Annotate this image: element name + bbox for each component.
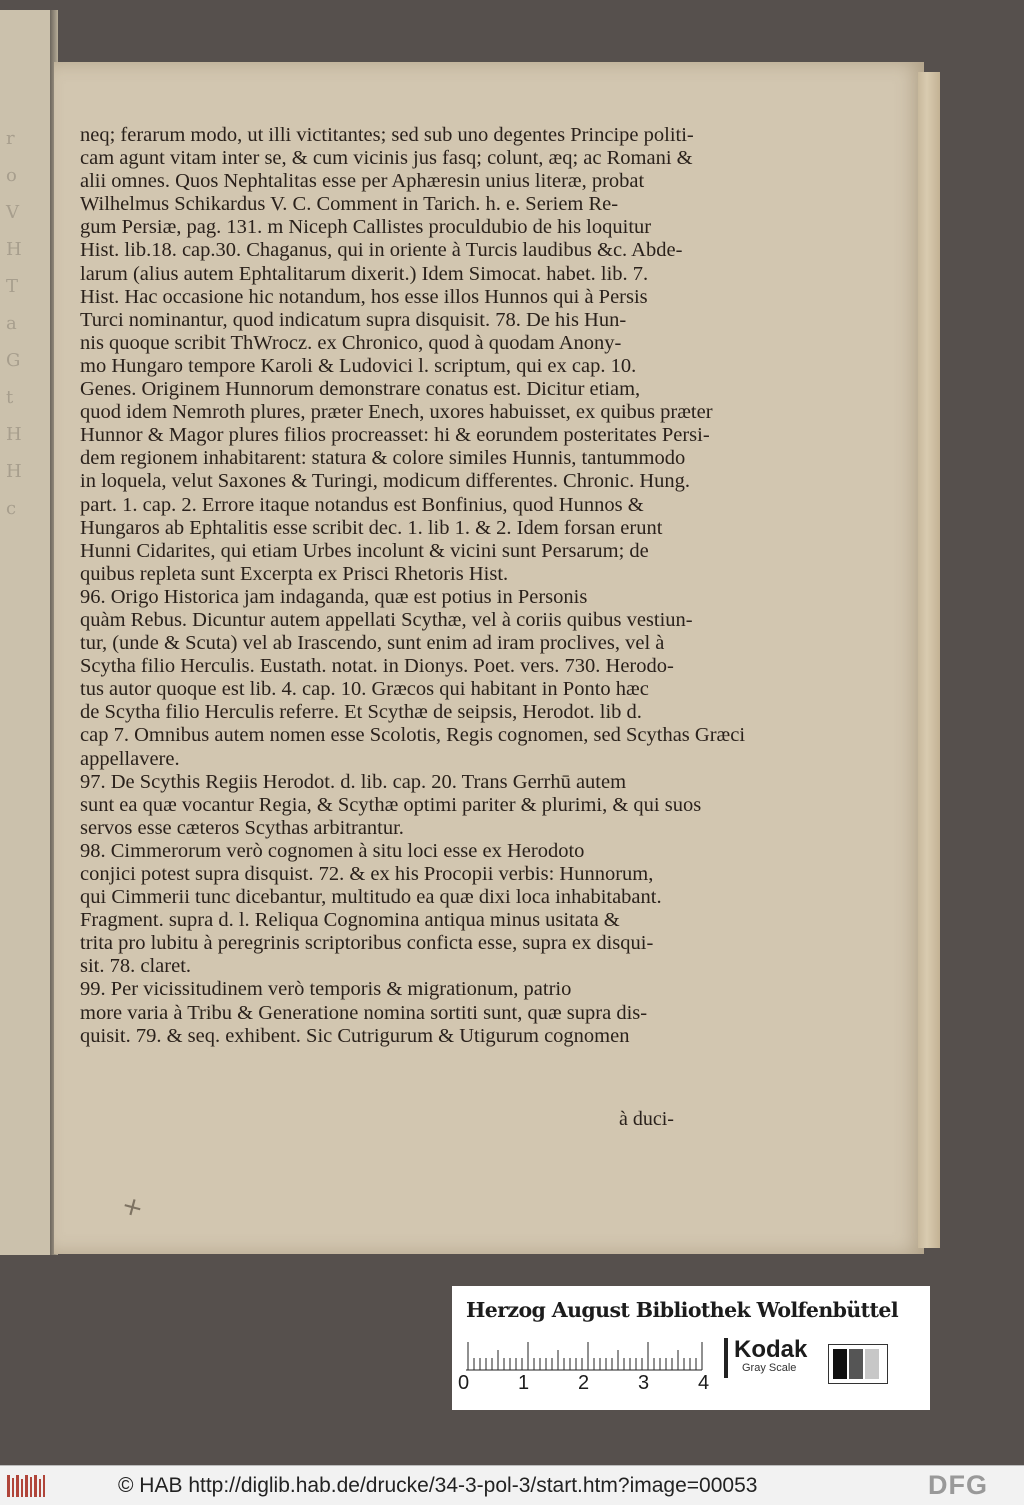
text-line: Scytha filio Herculis. Eustath. notat. in Dionys. Poet. vers. 730. Herodo-: [80, 655, 674, 678]
text-line: de Scytha filio Herculis referre. Et Scythæ de seipsis, Herodot. lib d.: [80, 701, 642, 724]
text-line: cam agunt vitam inter se, & cum vicinis jus fasq; colunt, æq; ac Romani &: [80, 147, 693, 170]
facing-page-bleed-text: r o V H T a G t H H c: [6, 128, 22, 519]
text-line: cap 7. Omnibus autem nomen esse Scolotis, Regis cognomen, sed Scythas Græci: [80, 724, 746, 747]
viewer-footer: [0, 1465, 1024, 1505]
text-line: 97. De Scythis Regiis Herodot. d. lib. cap. 20. Trans Gerrhū autem: [80, 770, 627, 793]
text-line: servos esse cæteros Scythas arbitrantur.: [80, 816, 404, 839]
text-line: quàm Rebus. Dicuntur autem appellati Scythæ, vel à coriis quibus vestiun-: [80, 608, 693, 631]
ruler-number: 4: [698, 1372, 710, 1394]
text-line: quibus repleta sunt Excerpta ex Prisci Rhetoris Hist.: [80, 562, 509, 585]
text-line: larum (alius autem Ephtalitarum dixerit.) Idem Simocat. habet. lib. 7.: [80, 262, 649, 285]
text-line: quod idem Nemroth plures, præter Enech, uxores habuisset, ex quibus præter: [80, 401, 713, 424]
text-line: Wilhelmus Schikardus V. C. Comment in Tarich. h. e. Seriem Re-: [80, 193, 619, 216]
text-line: dem regionem inhabitarent: statura & colore similes Hunnis, tantummodo: [80, 447, 686, 470]
gray-scale-label: Gray Scale: [742, 1362, 797, 1374]
text-line: Hist. Hac occasione hic notandum, hos esse illos Hunnos qui à Persis: [80, 285, 648, 308]
ruler-number: 0: [458, 1372, 470, 1394]
gray-swatch-icon: [828, 1344, 888, 1384]
text-line: neq; ferarum modo, ut illi victitantes; sed sub uno degentes Principe politi-: [80, 124, 694, 146]
text-line: mo Hungaro tempore Karoli & Ludovici l. scriptum, qui ex cap. 10.: [80, 354, 637, 377]
text-line: Hunni Cidarites, qui etiam Urbes incolunt & vicini sunt Persarum; de: [80, 539, 649, 562]
text-line: part. 1. cap. 2. Errore itaque notandus est Bonfinius, quod Hunnos &: [80, 493, 644, 516]
text-line: Hunnor & Magor plures filios procreasset: hi & eorundem posteritates Persi-: [80, 424, 710, 447]
text-line: nis quoque scribit ThWrocz. ex Chronico, quod à quodam Anony-: [80, 331, 622, 354]
text-line: conjici potest supra disquist. 72. & ex his Procopii verbis: Hunnorum,: [80, 863, 654, 885]
text-line: sunt ea quæ vocantur Regia, & Scythæ optimi pariter & plurimi, & qui suos: [80, 793, 702, 816]
text-line: sit. 78. claret.: [80, 955, 192, 978]
permalink[interactable]: © HAB http://diglib.hab.de/drucke/34-3-pol-3/start.htm?image=00053: [118, 1474, 758, 1497]
text-line: Turci nominantur, quod indicatum supra disquisit. 78. De his Hun-: [80, 308, 627, 331]
library-color-card: [452, 1286, 930, 1410]
text-line: Hist. lib.18. cap.30. Chaganus, qui in oriente à Turcis laudibus &c. Abde-: [80, 239, 683, 262]
page-fore-edge: [918, 72, 940, 1248]
text-line: tus autor quoque est lib. 4. cap. 10. Græcos qui habitant in Ponto hæc: [80, 678, 649, 701]
text-line: in loquela, velut Saxones & Turingi, modicum differentes. Chronic. Hung.: [80, 470, 691, 493]
text-line: qui Cimmerii tunc dicebantur, multitudo ea quæ dixi loca inhabitabant.: [80, 886, 662, 909]
text-line: alii omnes. Quos Nephtalitas esse per Aphæresin unius literæ, probat: [80, 170, 645, 193]
text-line: Fragment. supra d. l. Reliqua Cognomina antiqua minus usitata &: [80, 909, 620, 932]
hab-barcode-logo-icon: [6, 1473, 46, 1499]
facing-page-edge: [0, 10, 54, 1255]
ruler-number: 1: [518, 1372, 530, 1394]
text-line: Genes. Originem Hunnorum demonstrare conatus est. Dicitur etiam,: [80, 378, 641, 401]
kodak-brand: Kodak: [734, 1336, 808, 1363]
text-line: tur, (unde & Scuta) vel ab Irascendo, sunt enim ad iram proclives, vel à: [80, 632, 665, 655]
page-body-text: [80, 124, 746, 1048]
text-line: more varia à Tribu & Generatione nomina sortiti sunt, quæ supra dis-: [80, 1001, 648, 1024]
text-line: quisit. 79. & seq. exhibent. Sic Cutrigurum & Utigurum cognomen: [80, 1024, 630, 1047]
dfg-logo: DFG: [928, 1470, 988, 1500]
catchword: à duci-: [619, 1108, 674, 1130]
ruler-number: 2: [578, 1372, 590, 1394]
text-line: gum Persiæ, pag. 131. m Niceph Callistes proculdubio de his loquitur: [80, 216, 652, 239]
text-line: 96. Origo Historica jam indaganda, quæ est potius in Personis: [80, 585, 588, 608]
library-name: Herzog August Bibliothek Wolfenbüttel: [466, 1298, 899, 1322]
text-line: 99. Per vicissitudinem verò temporis & migrationum, patrio: [80, 978, 572, 1001]
kodak-logo: [734, 1338, 807, 1374]
pencil-mark: ✕: [118, 1193, 148, 1224]
text-line: Hungaros ab Ephtalitis esse scribit dec. 1. lib 1. & 2. Idem forsan erunt: [80, 516, 663, 539]
text-line: appellavere.: [80, 747, 180, 770]
ruler-number: 3: [638, 1372, 650, 1394]
text-line: trita pro lubitu à peregrinis scriptoribus conficta esse, supra ex disqui-: [80, 932, 654, 955]
text-line: 98. Cimmerorum verò cognomen à situ loci esse ex Herodoto: [80, 839, 585, 862]
